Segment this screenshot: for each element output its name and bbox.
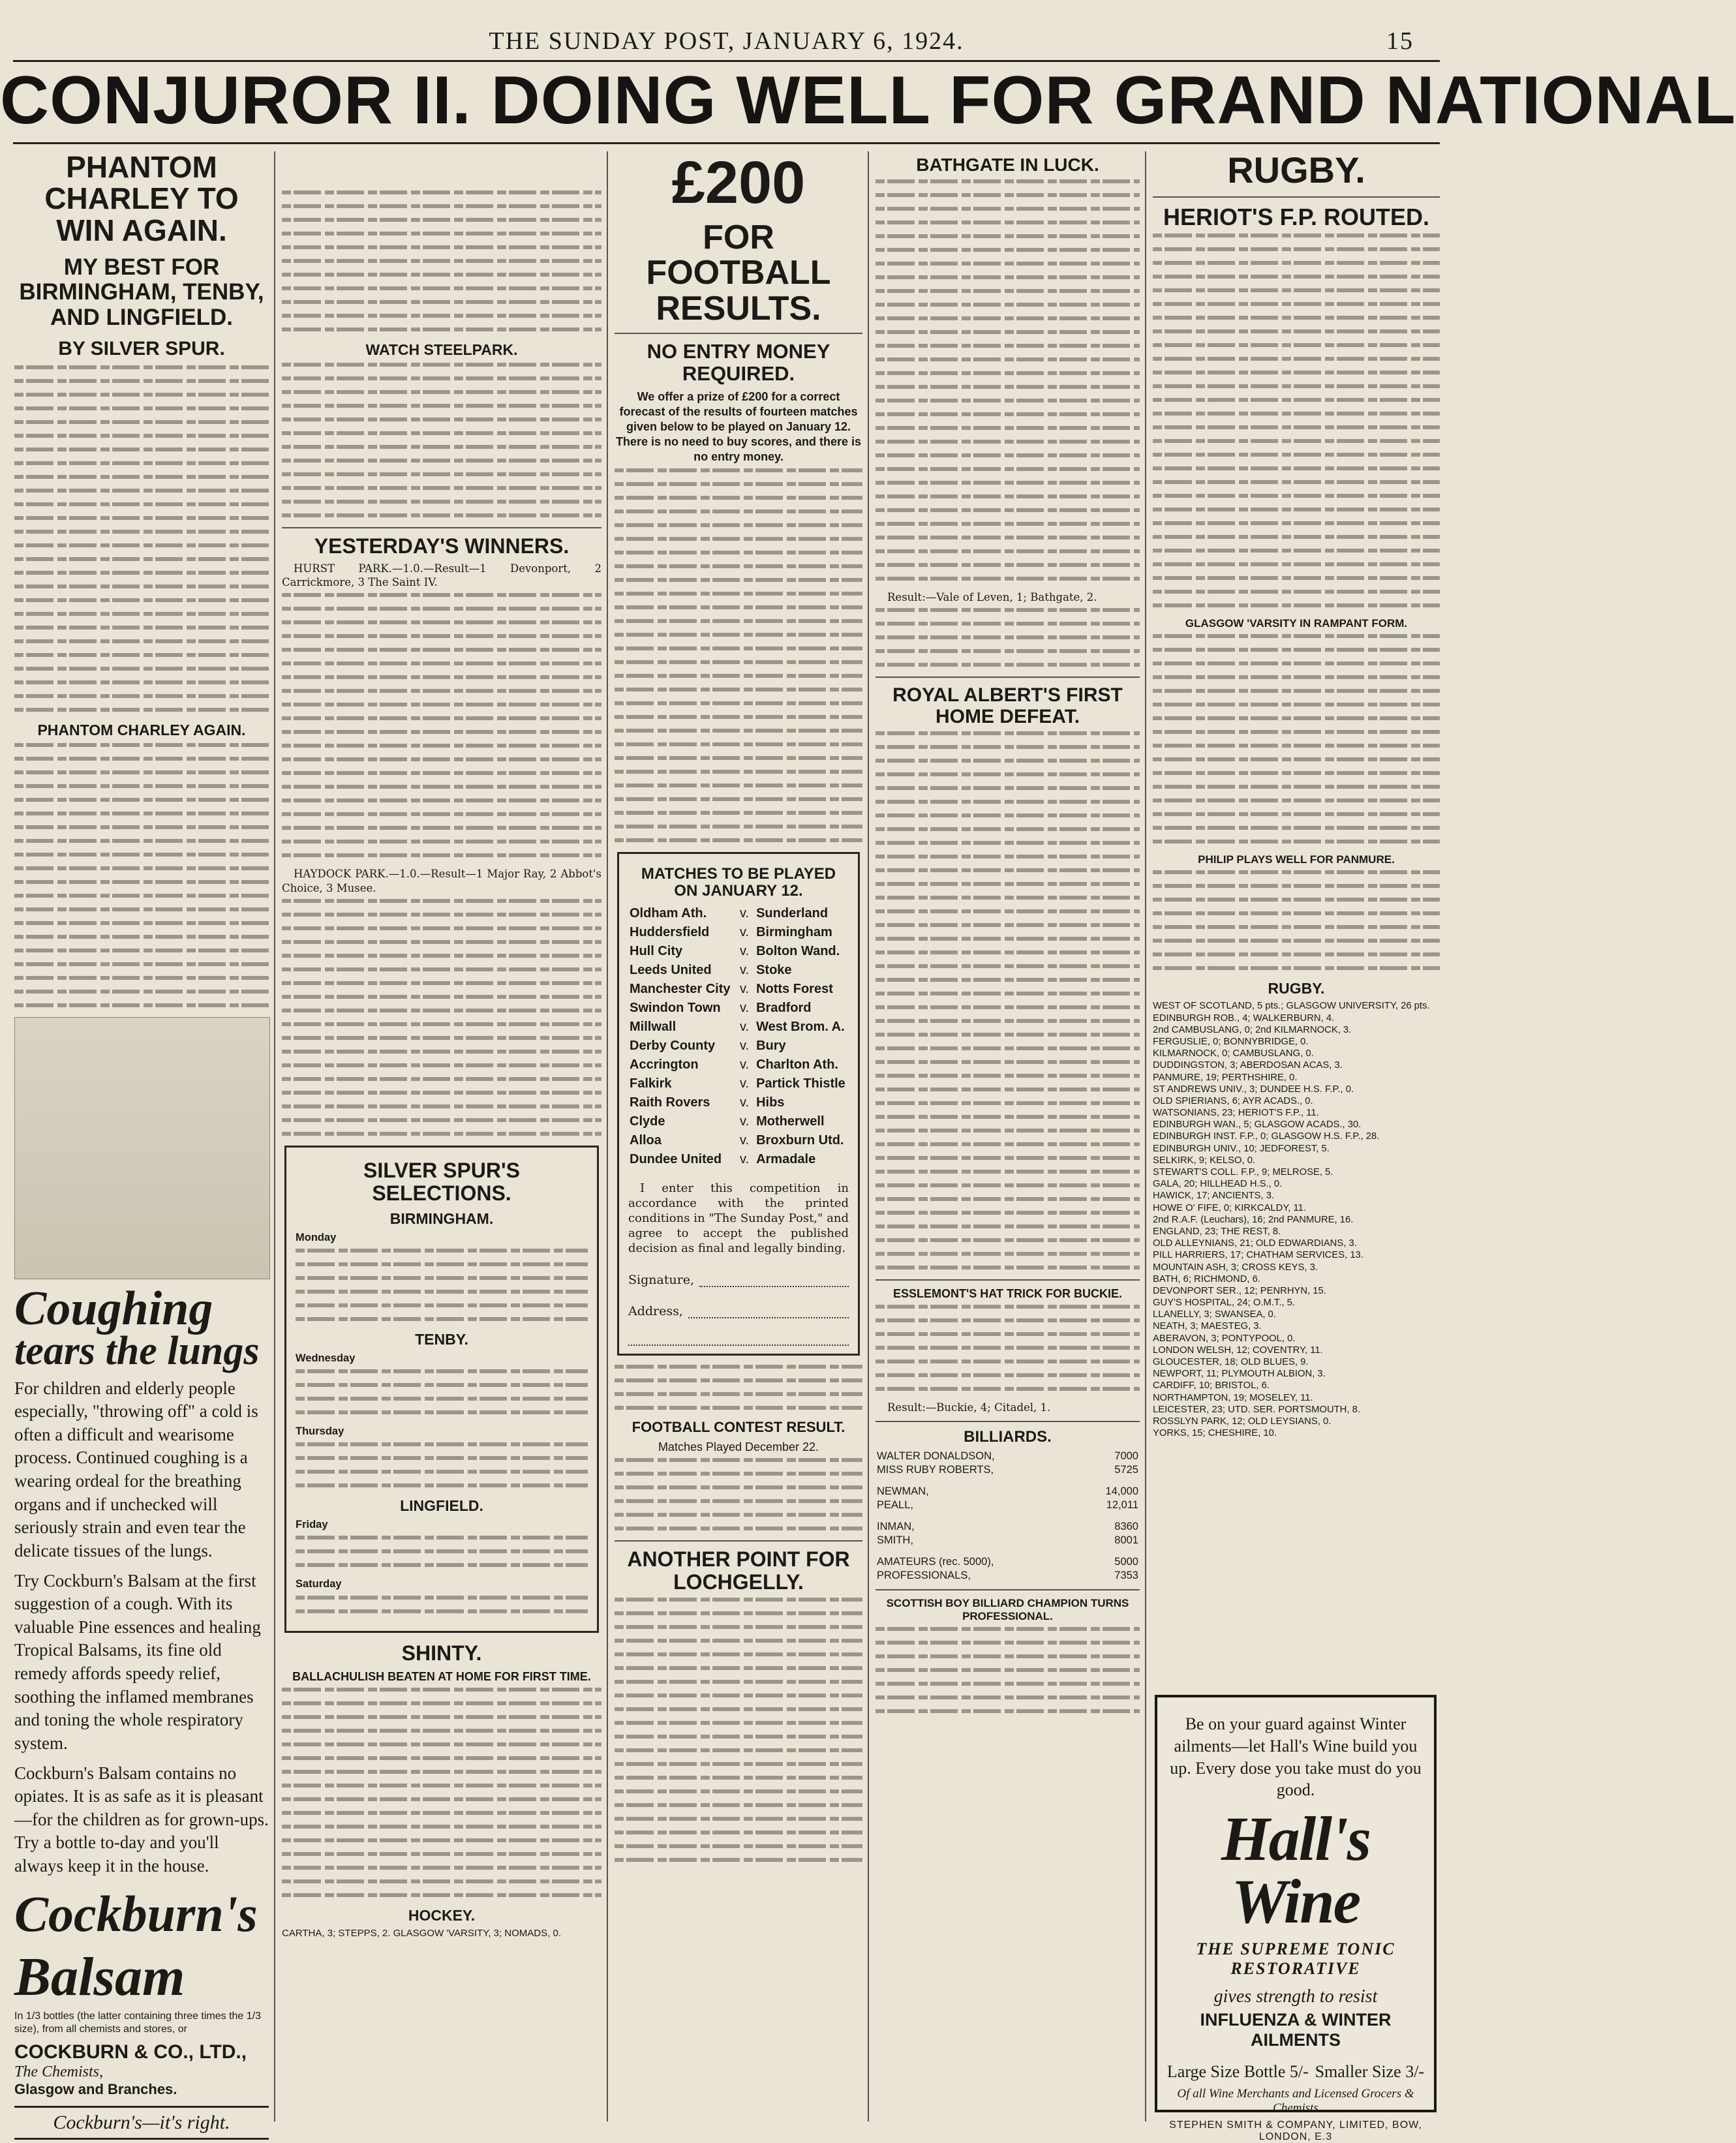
article-text-block: [282, 363, 602, 517]
player-name: PROFESSIONALS,: [877, 1570, 971, 1582]
away-team: Charlton Ath.: [756, 1057, 838, 1072]
prize-amount: £200: [671, 149, 806, 216]
competition-headline: FOR FOOTBALL RESULTS.: [646, 218, 831, 327]
versus: v.: [740, 924, 750, 939]
fixture-row: [628, 942, 849, 961]
rugby-result: ST ANDREWS UNIV., 3; DUNDEE H.S. F.P., 0.: [1153, 1084, 1354, 1095]
signature-field[interactable]: [628, 1273, 849, 1287]
watch-heading: WATCH STEELPARK.: [365, 341, 518, 358]
article-text-block: [876, 1627, 1140, 1713]
home-team: Dundee United: [630, 1151, 722, 1166]
rugby-result: YORKS, 15; CHESHIRE, 10.: [1153, 1428, 1277, 1439]
advert-ailments: INFLUENZA & WINTER AILMENTS: [1200, 2010, 1392, 2050]
rugby-result: EDINBURGH UNIV., 10; JEDFOREST, 5.: [1153, 1143, 1330, 1154]
advert-chemists: The Chemists,: [14, 2063, 104, 2080]
billiards-row: [876, 1534, 1140, 1547]
article-text-block: [615, 1365, 862, 1410]
selection-text: [296, 1536, 588, 1567]
player-name: PEALL,: [877, 1499, 913, 1512]
billiards-row: [876, 1555, 1140, 1569]
column-racing: [14, 151, 269, 2140]
rugby-result: WATSONIANS, 23; HERIOT'S F.P., 11.: [1153, 1108, 1319, 1119]
signature-label: Signature,: [628, 1272, 695, 1287]
article-text-block: [615, 1598, 862, 1862]
rugby-result: CARDIFF, 10; BRISTOL, 6.: [1153, 1380, 1270, 1391]
billiards-scores: [876, 1450, 1140, 1583]
home-team: Swindon Town: [630, 1000, 721, 1015]
rugby-heading: RUGBY.: [1227, 149, 1365, 190]
article-text-block: [876, 179, 1140, 581]
rugby-results-heading: RUGBY.: [1268, 980, 1325, 997]
away-team: West Brom. A.: [756, 1019, 845, 1034]
away-team: Birmingham: [756, 924, 832, 939]
selection-text: [296, 1249, 588, 1321]
fixture-row: [628, 1074, 849, 1093]
billiards-row: [876, 1450, 1140, 1463]
day-label: Saturday: [296, 1578, 342, 1590]
rugby-result: EDINBURGH WAN., 5; GLASGOW ACADS., 30.: [1153, 1119, 1362, 1131]
selection-day: [296, 1424, 588, 1438]
column-divider: [868, 151, 869, 2121]
advert-slogan: Cockburn's—it's right.: [14, 2106, 269, 2140]
versus: v.: [740, 1132, 750, 1147]
player-score: 7000: [1114, 1450, 1138, 1463]
philip-heading: PHILIP PLAYS WELL FOR PANMURE.: [1198, 853, 1395, 866]
advert-headline: Coughing: [14, 1282, 213, 1336]
section-rule: [1153, 196, 1440, 198]
article-text-block: [282, 899, 602, 1136]
rugby-result: HAWICK, 17; ANCIENTS, 3.: [1153, 1191, 1275, 1202]
birmingham-heading: BIRMINGHAM.: [389, 1210, 494, 1227]
article-text-block: [1153, 234, 1440, 607]
day-label: Thursday: [296, 1425, 344, 1438]
billiards-spacer: [876, 1547, 1140, 1555]
billiards-spacer: [876, 1477, 1140, 1485]
player-score: 14,000: [1105, 1485, 1138, 1498]
article-text-block: [14, 743, 269, 1007]
home-team: Manchester City: [630, 981, 731, 996]
article-text-block: [876, 608, 1140, 667]
racing-section-heading: PHANTOM CHARLEY AGAIN.: [37, 722, 246, 739]
away-team: Bury: [756, 1038, 786, 1053]
player-name: NEWMAN,: [877, 1485, 929, 1498]
rugby-results-list: [1153, 1000, 1440, 1439]
tenby-heading: TENBY.: [415, 1331, 468, 1348]
rugby-result: 2nd R.A.F. (Leuchars), 16; 2nd PANMURE, 16.: [1153, 1214, 1354, 1225]
racing-headline: PHANTOM CHARLEY TO WIN AGAIN.: [44, 150, 239, 247]
section-rule: [282, 527, 602, 528]
article-text-block: [615, 1458, 862, 1530]
article-text-block: [1153, 634, 1440, 844]
masthead-rule: [13, 60, 1440, 62]
rugby-result: NORTHAMPTON, 19; MOSELEY, 11.: [1153, 1392, 1313, 1403]
rugby-result: NEATH, 3; MAESTEG, 3.: [1153, 1321, 1262, 1332]
fixture-row: [628, 999, 849, 1018]
versus: v.: [740, 1151, 750, 1166]
column-divider: [274, 151, 275, 2121]
versus: v.: [740, 1019, 750, 1034]
rugby-result: DEVONPORT SER., 12; PENRHYN, 15.: [1153, 1285, 1326, 1296]
selection-text: [296, 1596, 588, 1613]
billiards-heading: BILLIARDS.: [964, 1428, 1052, 1446]
page-number: 15: [1386, 27, 1414, 55]
fixture-row: [628, 1056, 849, 1074]
rugby-result: EDINBURGH ROB., 4; WALKERBURN, 4.: [1153, 1012, 1335, 1024]
main-headline: CONJUROR II. DOING WELL FOR GRAND NATIONAL: [0, 63, 1736, 138]
home-team: Accrington: [630, 1057, 699, 1072]
address-label: Address,: [628, 1303, 683, 1318]
advert-tagline: Be on your guard against Winter ailments—let Hall's Wine build you up. Every dose you take must do you good.: [1170, 1714, 1422, 1800]
advert-merchants: Of all Wine Merchants and Licensed Grocers & Chemists: [1177, 2087, 1414, 2116]
selections-heading: SILVER SPUR'S SELECTIONS.: [363, 1158, 520, 1205]
entry-coupon: [617, 852, 860, 1356]
rugby-result: OLD ALLEYNIANS, 21; OLD EDWARDIANS, 3.: [1153, 1238, 1357, 1249]
player-score: 8360: [1114, 1521, 1138, 1533]
advert-body: For children and elderly people especially, "throwing off" a cold is often a difficult and wearisome process. Continued coughing is a wearing ordeal for the breathing organs and if unchecked will seriously strain and even tear the delicate tissues of the lungs.: [14, 1378, 258, 1560]
versus: v.: [740, 1057, 750, 1072]
heriots-heading: HERIOT'S F.P. ROUTED.: [1163, 203, 1429, 230]
away-team: Motherwell: [756, 1114, 825, 1129]
masthead-title: THE SUNDAY POST, JANUARY 6, 1924.: [489, 27, 964, 55]
advert-sizes: [1164, 2062, 1427, 2082]
home-team: Clyde: [630, 1114, 665, 1129]
selection-text: [296, 1442, 588, 1487]
selection-day: [296, 1230, 588, 1245]
matches-heading: MATCHES TO BE PLAYED ON JANUARY 12.: [641, 864, 836, 900]
rugby-result: KILMARNOCK, 0; CAMBUSLANG, 0.: [1153, 1048, 1314, 1059]
rugby-result: ENGLAND, 23; THE REST, 8.: [1153, 1226, 1281, 1237]
fixture-row: [628, 1150, 849, 1169]
hattrick-result: Result:—Buckie, 4; Citadel, 1.: [887, 1401, 1051, 1414]
player-name: WALTER DONALDSON,: [877, 1450, 995, 1463]
section-rule: [876, 676, 1140, 678]
rugby-result: PANMURE, 19; PERTHSHIRE, 0.: [1153, 1072, 1298, 1083]
player-score: 5000: [1114, 1556, 1138, 1568]
player-score: 5725: [1114, 1464, 1138, 1476]
selection-text: [296, 1369, 588, 1414]
rugby-result: LONDON WELSH, 12; COVENTRY, 11.: [1153, 1345, 1323, 1356]
article-text-block: [876, 731, 1140, 1269]
away-team: Bradford: [756, 1000, 812, 1015]
lingfield-heading: LINGFIELD.: [400, 1497, 483, 1515]
away-team: Broxburn Utd.: [756, 1132, 844, 1147]
article-text-block: [615, 468, 862, 842]
player-score: 7353: [1114, 1570, 1138, 1582]
advert-brand: Hall's Wine: [1221, 1804, 1371, 1937]
player-score: 12,011: [1106, 1499, 1138, 1512]
advert-sizes: In 1/3 bottles (the latter containing three times the 1/3 size), from all chemists and stores, or: [14, 2010, 261, 2035]
rugby-result: PILL HARRIERS, 17; CHATHAM SERVICES, 13.: [1153, 1250, 1363, 1261]
racing-subheadline: MY BEST FOR BIRMINGHAM, TENBY, AND LINGFIELD.: [19, 254, 264, 330]
lochgelly-heading: ANOTHER POINT FOR LOCHGELLY.: [627, 1547, 850, 1594]
section-rule: [615, 333, 862, 334]
selection-day: [296, 1577, 588, 1591]
versus: v.: [740, 905, 750, 920]
fixture-row: [628, 1037, 849, 1056]
billiards-row: [876, 1463, 1140, 1477]
fixture-row: [628, 1093, 849, 1112]
article-text-block: [1153, 870, 1440, 970]
rugby-result: GUY'S HOSPITAL, 24; O.M.T., 5.: [1153, 1298, 1295, 1309]
billiards-row: [876, 1498, 1140, 1512]
versus: v.: [740, 981, 750, 996]
away-team: Partick Thistle: [756, 1076, 845, 1091]
home-team: Derby County: [630, 1038, 716, 1053]
billiards-spacer: [876, 1512, 1140, 1520]
advert-maker: STEPHEN SMITH & COMPANY, LIMITED, BOW, LONDON, E.3: [1169, 2120, 1422, 2143]
section-rule: [876, 1589, 1140, 1590]
advert-illustration: [14, 1017, 270, 1279]
versus: v.: [740, 1114, 750, 1129]
home-team: Raith Rovers: [630, 1095, 710, 1110]
section-rule: [615, 1540, 862, 1542]
away-team: Sunderland: [756, 905, 829, 920]
home-team: Millwall: [630, 1019, 677, 1034]
rugby-result: LEICESTER, 23; UTD. SER. PORTSMOUTH, 8.: [1153, 1404, 1360, 1415]
fixture-row: [628, 1131, 849, 1150]
headline-rule: [13, 142, 1440, 144]
column-divider: [1145, 151, 1146, 2121]
shinty-subheading: BALLACHULISH BEATEN AT HOME FOR FIRST TIME.: [292, 1669, 591, 1683]
contest-result-subheading: Matches Played December 22.: [658, 1440, 819, 1453]
rugby-result: OLD SPIERIANS, 6; AYR ACADS., 0.: [1153, 1095, 1313, 1106]
rugby-result: ABERAVON, 3; PONTYPOOL, 0.: [1153, 1333, 1296, 1344]
column-football-reports: [876, 151, 1140, 1723]
rugby-result: ROSSLYN PARK, 12; OLD LEYSIANS, 0.: [1153, 1416, 1332, 1427]
rugby-result: LLANELLY, 3; SWANSEA, 0.: [1153, 1309, 1276, 1320]
player-score: 8001: [1114, 1534, 1138, 1547]
hockey-result: CARTHA, 3; STEPPS, 2. GLASGOW 'VARSITY, 3; NOMADS, 0.: [282, 1927, 561, 1939]
masthead: [0, 25, 1453, 57]
player-name: SMITH,: [877, 1534, 913, 1547]
away-team: Hibs: [756, 1095, 785, 1110]
player-name: INMAN,: [877, 1521, 915, 1533]
section-rule: [876, 1421, 1140, 1422]
versus: v.: [740, 1000, 750, 1015]
home-team: Falkirk: [630, 1076, 672, 1091]
coupon-agreement: I enter this competition in accordance with the printed conditions in "The Sunday Post," and agree to accept the published decision as final and legally binding.: [628, 1181, 849, 1255]
advert-brand: Cockburn's: [14, 1885, 258, 1942]
versus: v.: [740, 943, 750, 958]
rugby-result: NEWPORT, 11; PLYMOUTH ALBION, 3.: [1153, 1369, 1326, 1380]
advert-subtitle: THE SUPREME TONIC RESTORATIVE: [1196, 1939, 1395, 1979]
rugby-result: GLOUCESTER, 18; OLD BLUES, 9.: [1153, 1357, 1309, 1368]
advert-gives: gives strength to resist: [1213, 1986, 1378, 2007]
home-team: Oldham Ath.: [630, 905, 707, 920]
fixtures-table: [628, 904, 849, 1169]
selection-day: [296, 1351, 588, 1365]
rugby-result: BATH, 6; RICHMOND, 6.: [1153, 1273, 1260, 1284]
winners-heading: YESTERDAY'S WINNERS.: [314, 534, 570, 558]
hockey-heading: HOCKEY.: [408, 1906, 476, 1924]
section-rule: [876, 1279, 1140, 1281]
bathgate-result: Result:—Vale of Leven, 1; Bathgate, 2.: [887, 590, 1097, 603]
rugby-result: EDINBURGH INST. F.P., 0; GLASGOW H.S. F.P., 28.: [1153, 1131, 1380, 1142]
home-team: Huddersfield: [630, 924, 710, 939]
advert-body-2: Try Cockburn's Balsam at the first suggestion of a cough. With its valuable Pine essences and healing Tropical Balsams, its fine old remedy affords speedy relief, soothing the inflamed membranes and toning the whole respiratory system.: [14, 1570, 261, 1753]
away-team: Armadale: [756, 1151, 816, 1166]
advert-halls-wine: [1155, 1695, 1437, 2143]
away-team: Bolton Wand.: [756, 943, 840, 958]
bathgate-heading: BATHGATE IN LUCK.: [916, 155, 1099, 175]
advert-headline-2: tears the lungs: [14, 1328, 260, 1373]
versus: v.: [740, 1038, 750, 1053]
versus: v.: [740, 962, 750, 977]
day-label: Wednesday: [296, 1352, 356, 1365]
day-label: Monday: [296, 1232, 337, 1243]
rugby-result: GALA, 20; HILLHEAD H.S., 0.: [1153, 1179, 1283, 1190]
fixture-row: [628, 923, 849, 942]
advert-company: COCKBURN & CO., LTD.,: [14, 2041, 247, 2063]
scottish-boy-heading: SCOTTISH BOY BILLIARD CHAMPION TURNS PROFESSIONAL.: [886, 1597, 1129, 1623]
haydock-park-result: HAYDOCK PARK.—1.0.—Result—1 Major Ray, 2 Abbot's Choice, 3 Musee.: [282, 868, 602, 894]
away-team: Notts Forest: [756, 981, 833, 996]
billiards-row: [876, 1520, 1140, 1534]
royal-albert-heading: ROYAL ALBERT'S FIRST HOME DEFEAT.: [892, 684, 1123, 727]
article-text-block: [282, 1688, 602, 1897]
rugby-result: SELKIRK, 9; KELSO, 0.: [1153, 1155, 1256, 1166]
selections-box: [284, 1146, 599, 1633]
versus: v.: [740, 1095, 750, 1110]
rugby-result: STEWART'S COLL. F.P., 9; MELROSE, 5.: [1153, 1167, 1333, 1178]
home-team: Alloa: [630, 1132, 662, 1147]
column-divider: [607, 151, 608, 2121]
day-label: Friday: [296, 1519, 328, 1531]
fixture-row: [628, 961, 849, 980]
competition-subheadline: NO ENTRY MONEY REQUIRED.: [647, 340, 830, 386]
fixture-row: [628, 1112, 849, 1131]
article-text-block: [282, 190, 602, 331]
shinty-heading: SHINTY.: [401, 1641, 482, 1665]
advert-cockburns-balsam: [14, 1282, 269, 2139]
versus: v.: [740, 1076, 750, 1091]
hattrick-heading: ESSLEMONT'S HAT TRICK FOR BUCKIE.: [893, 1286, 1122, 1300]
billiards-row: [876, 1569, 1140, 1583]
player-name: MISS RUBY ROBERTS,: [877, 1464, 994, 1476]
column-football-competition: [615, 151, 862, 1872]
contest-result-heading: FOOTBALL CONTEST RESULT.: [632, 1418, 845, 1435]
home-team: Hull City: [630, 943, 683, 958]
advert-places: Glasgow and Branches.: [14, 2080, 177, 2097]
advert-brand-2: Balsam: [14, 1946, 185, 2007]
advert-body-3: Cockburn's Balsam contains no opiates. It is as safe as it is pleasant—for the children as for grown-ups. Try a bottle to-day and you'll always keep it in the house.: [14, 1763, 269, 1876]
rugby-result: MOUNTAIN ASH, 3; CROSS KEYS, 3.: [1153, 1262, 1318, 1273]
advert-large-size: Large Size Bottle 5/-: [1166, 2062, 1309, 2082]
column-winners: [282, 151, 602, 1943]
billiards-row: [876, 1485, 1140, 1498]
rugby-result: DUDDINGSTON, 3; ABERDOSAN ACAS, 3.: [1153, 1060, 1343, 1071]
address-field[interactable]: [628, 1304, 849, 1318]
article-text-block: [14, 365, 269, 712]
rugby-result: 2nd CAMBUSLANG, 0; 2nd KILMARNOCK, 3.: [1153, 1024, 1352, 1035]
fixture-row: [628, 980, 849, 999]
away-team: Stoke: [756, 962, 792, 977]
selection-day: [296, 1517, 588, 1532]
rugby-result: HOWE O' FIFE, 0; KIRKCALDY, 11.: [1153, 1202, 1306, 1213]
column-rugby: [1153, 151, 1440, 1684]
fixture-row: [628, 904, 849, 923]
byline: BY SILVER SPUR.: [58, 338, 225, 360]
article-text-block: [282, 593, 602, 857]
hurst-park-result: HURST PARK.—1.0.—Result—1 Devonport, 2 Carrickmore, 3 The Saint IV.: [282, 562, 602, 589]
advert-small-size: Smaller Size 3/-: [1315, 2062, 1425, 2082]
player-name: AMATEURS (rec. 5000),: [877, 1556, 994, 1568]
address-field-line-2[interactable]: [628, 1335, 849, 1346]
glasgow-varsity-heading: GLASGOW 'VARSITY IN RAMPANT FORM.: [1185, 617, 1408, 630]
article-text-block: [876, 1305, 1140, 1391]
home-team: Leeds United: [630, 962, 712, 977]
competition-offer: We offer a prize of £200 for a correct forecast of the results of fourteen matches given below to be played on January 12. There is no need to buy scores, and there is no entry money.: [615, 389, 862, 463]
fixture-row: [628, 1018, 849, 1037]
rugby-result: FERGUSLIE, 0; BONNYBRIDGE, 0.: [1153, 1036, 1309, 1047]
rugby-result: WEST OF SCOTLAND, 5 pts.; GLASGOW UNIVERSITY, 26 pts.: [1153, 1001, 1430, 1012]
